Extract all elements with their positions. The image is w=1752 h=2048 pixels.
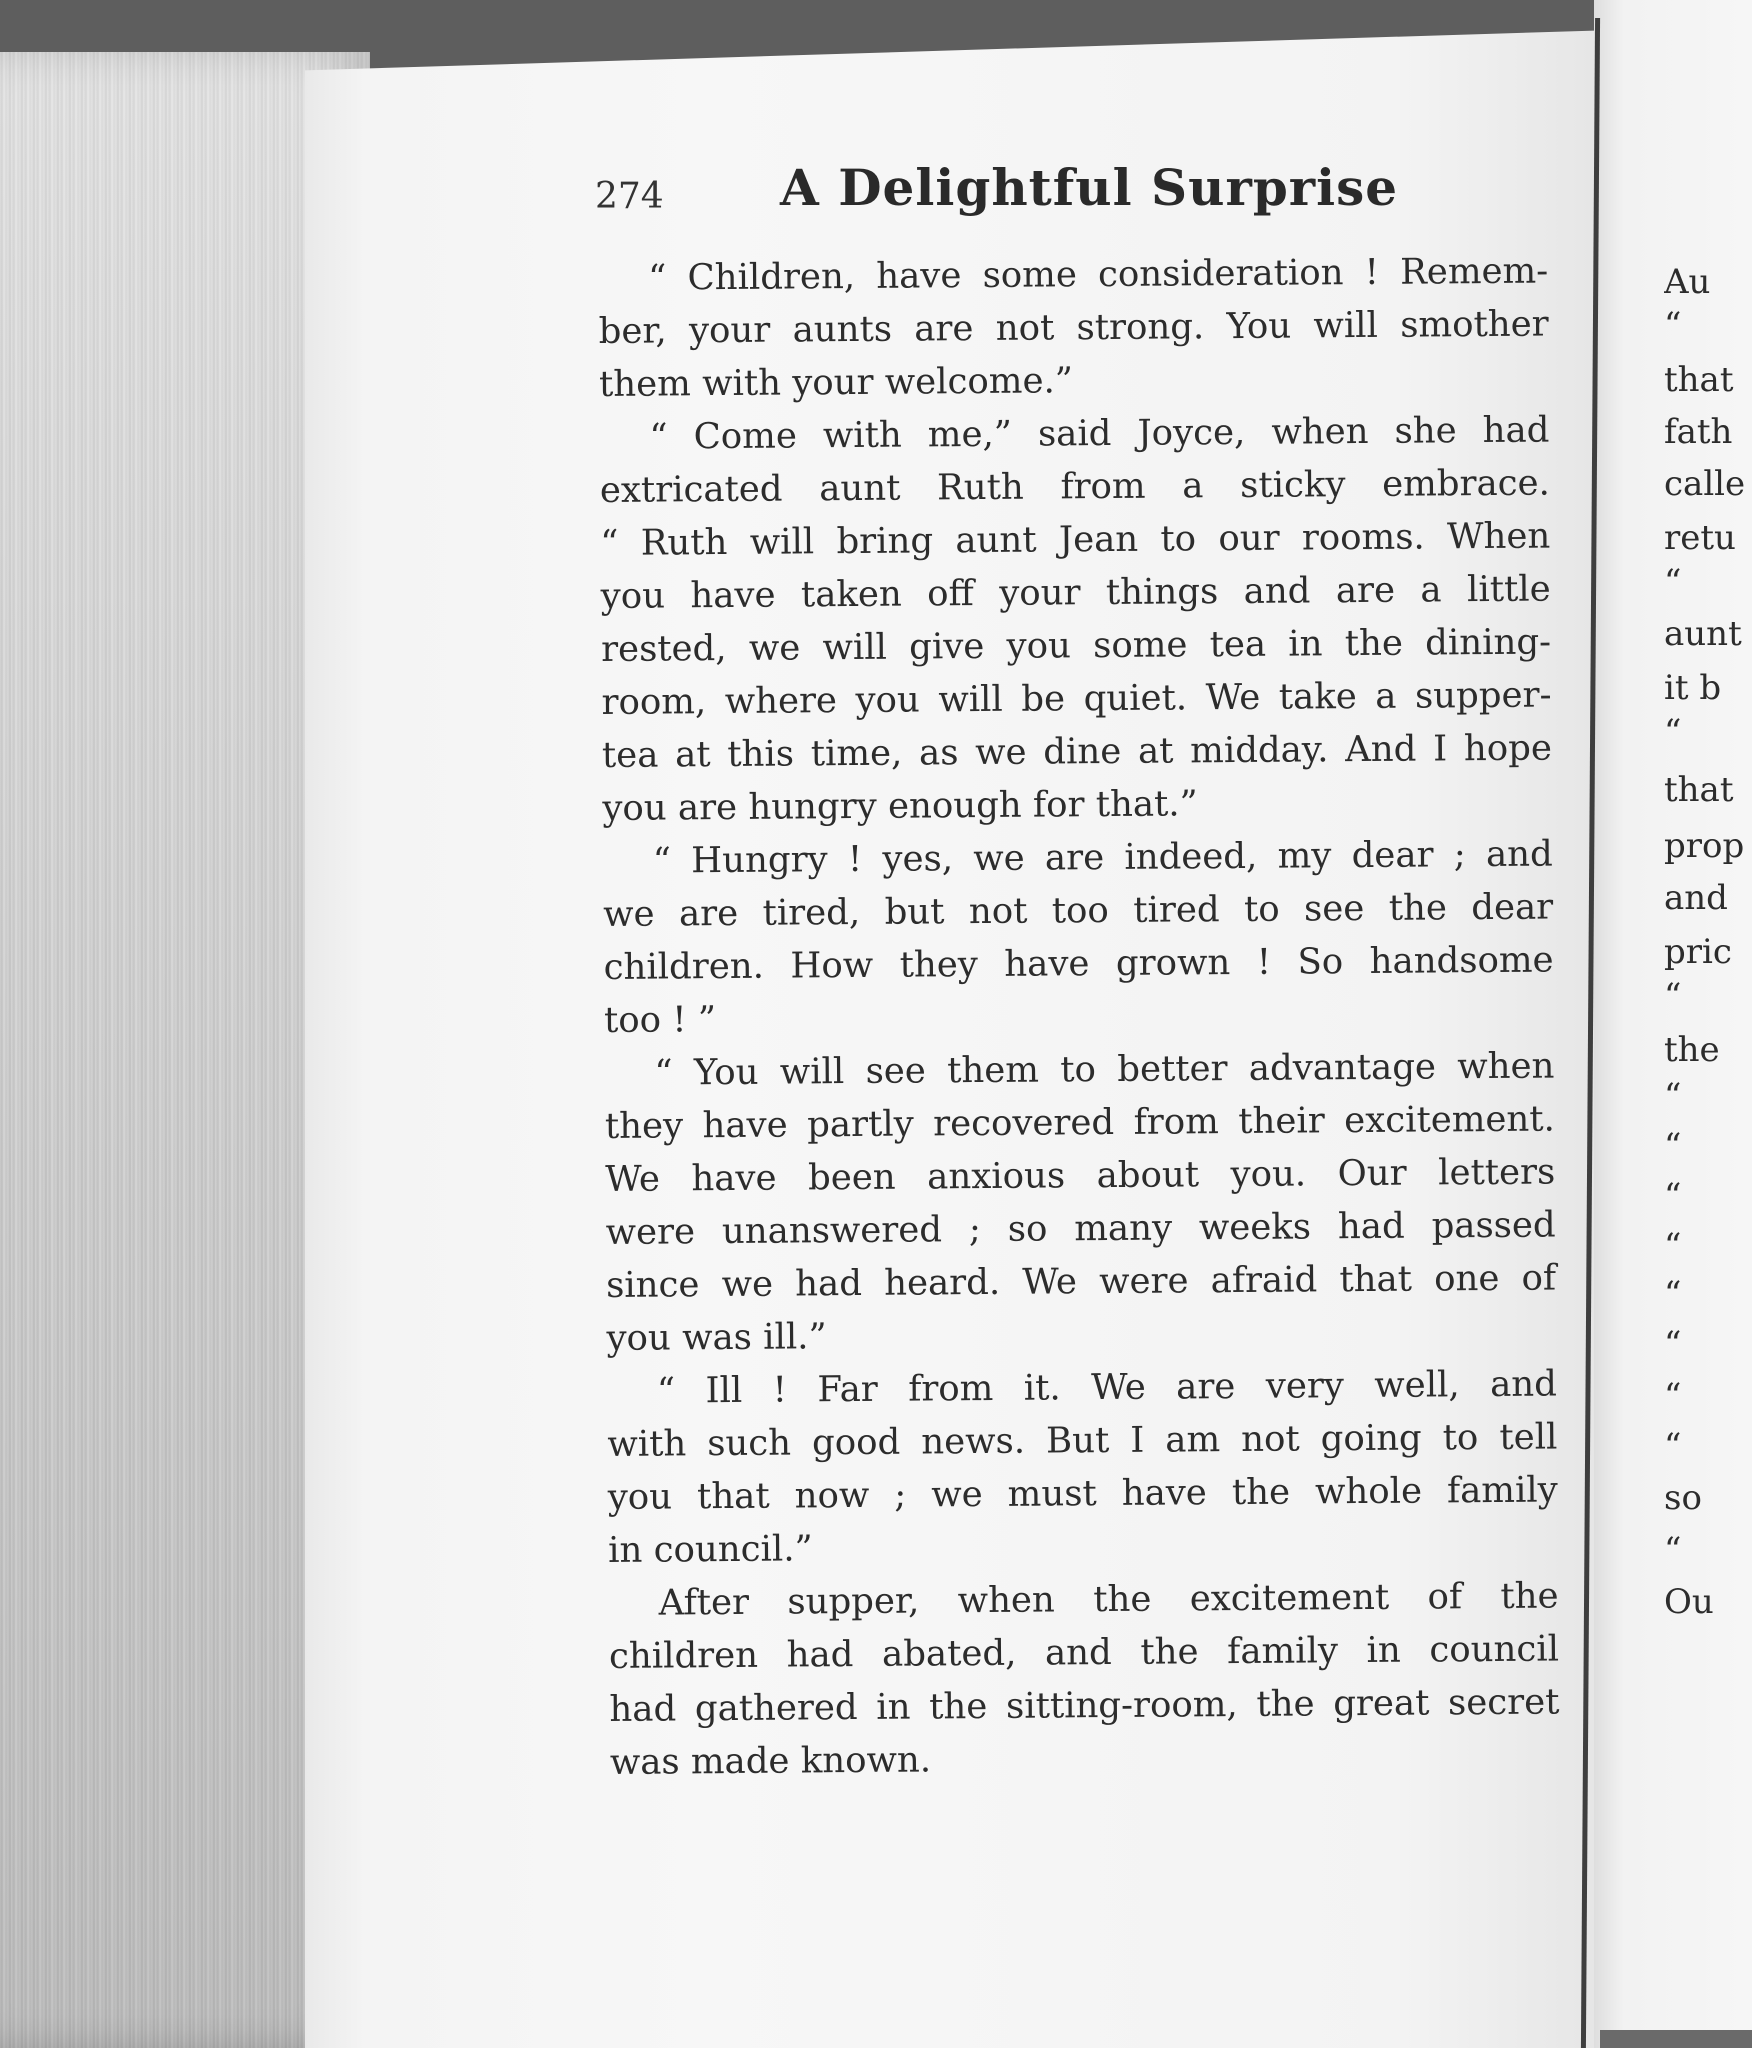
text-line: We have been anxious about you. Our letters: [605, 1151, 1556, 1200]
facing-page-fragment: “: [1664, 1530, 1682, 1570]
facing-page-fragment: “: [1664, 1274, 1682, 1314]
facing-page-fragment: retu: [1664, 518, 1736, 558]
facing-page-fragment: aunt: [1664, 614, 1742, 654]
page-body-text: [598, 245, 1560, 1789]
facing-page-fragment: “: [1664, 712, 1682, 752]
text-line: “ Children, have some consideration ! Remem-: [648, 250, 1549, 299]
text-line: had gathered in the sitting-room, the great secret: [609, 1681, 1560, 1730]
text-line: you have taken off your things and are a little: [600, 568, 1551, 617]
facing-page-fragment: “: [1664, 562, 1682, 602]
facing-page-fragment: fath: [1664, 412, 1733, 452]
facing-page-fragment: pric: [1664, 932, 1732, 972]
text-line: since we had heard. We were afraid that one of: [605, 1257, 1557, 1306]
running-title: A Delightful Surprise: [780, 158, 1399, 217]
running-header: [595, 158, 1399, 228]
facing-page-fragment: calle: [1664, 464, 1746, 504]
text-line: they have partly recovered from their excitement.: [604, 1098, 1555, 1147]
text-line: we are tired, but not too tired to see the dear: [603, 886, 1554, 935]
facing-page-fragment: that: [1664, 360, 1734, 400]
text-line: “ Come with me,” said Joyce, when she had: [649, 409, 1550, 458]
text-line: was made known.: [609, 1739, 932, 1783]
facing-page-fragment: it b: [1664, 668, 1722, 708]
text-line: tea at this time, as we dine at midday. And I hope: [601, 727, 1553, 776]
facing-page-fragment: prop: [1664, 826, 1745, 866]
text-line: extricated aunt Ruth from a sticky embrace.: [599, 462, 1551, 511]
text-line: children had abated, and the family in council: [608, 1628, 1560, 1677]
text-line: you was ill.”: [606, 1316, 827, 1359]
text-line: children. How they have grown ! So handsome: [603, 939, 1554, 988]
facing-page-fragment: “: [1664, 305, 1682, 345]
text-line: them with your welcome.”: [598, 360, 1074, 405]
facing-page-fragment: so: [1664, 1478, 1702, 1518]
facing-page-fragment: “: [1664, 1226, 1682, 1266]
text-line: with such good news. But I am not going to tell: [607, 1416, 1558, 1465]
text-line: rested, we will give you some tea in the dining-: [600, 621, 1552, 670]
facing-page-fragment: the: [1664, 1030, 1720, 1070]
facing-page-fragment: “: [1664, 1076, 1682, 1116]
text-line: After supper, when the excitement of the: [658, 1575, 1559, 1624]
text-line: “ Ruth will bring aunt Jean to our rooms. When: [600, 515, 1551, 564]
facing-page-fragment: “: [1664, 1376, 1682, 1416]
text-line: in council.”: [608, 1528, 813, 1571]
facing-page-fragment: “: [1664, 1426, 1682, 1466]
facing-page-fragment: that: [1664, 770, 1734, 810]
facing-page-fragment: “: [1664, 1324, 1682, 1364]
facing-page-text: [1664, 0, 1752, 2048]
facing-page-fragment: “: [1664, 976, 1682, 1016]
facing-page-fragment: and: [1664, 878, 1728, 918]
facing-page-fragment: “: [1664, 1176, 1682, 1216]
text-line: room, where you will be quiet. We take a supper-: [601, 674, 1552, 723]
facing-page-fragment: “: [1664, 1126, 1682, 1166]
text-line: you that now ; we must have the whole family: [607, 1469, 1558, 1518]
text-line: ber, your aunts are not strong. You will smother: [598, 303, 1549, 352]
text-line: were unanswered ; so many weeks had passed: [605, 1204, 1556, 1253]
text-line: “ Ill ! Far from it. We are very well, and: [656, 1363, 1558, 1412]
text-line: “ You will see them to better advantage when: [654, 1045, 1555, 1094]
text-line: you are hungry enough for that.”: [602, 783, 1198, 829]
text-line: too ! ”: [603, 999, 717, 1041]
text-line: “ Hungry ! yes, we are indeed, my dear ; and: [652, 833, 1553, 882]
facing-page-fragment: Ou: [1664, 1582, 1714, 1622]
facing-page-fragment: Au: [1664, 262, 1711, 302]
page-number: 274: [595, 176, 664, 217]
